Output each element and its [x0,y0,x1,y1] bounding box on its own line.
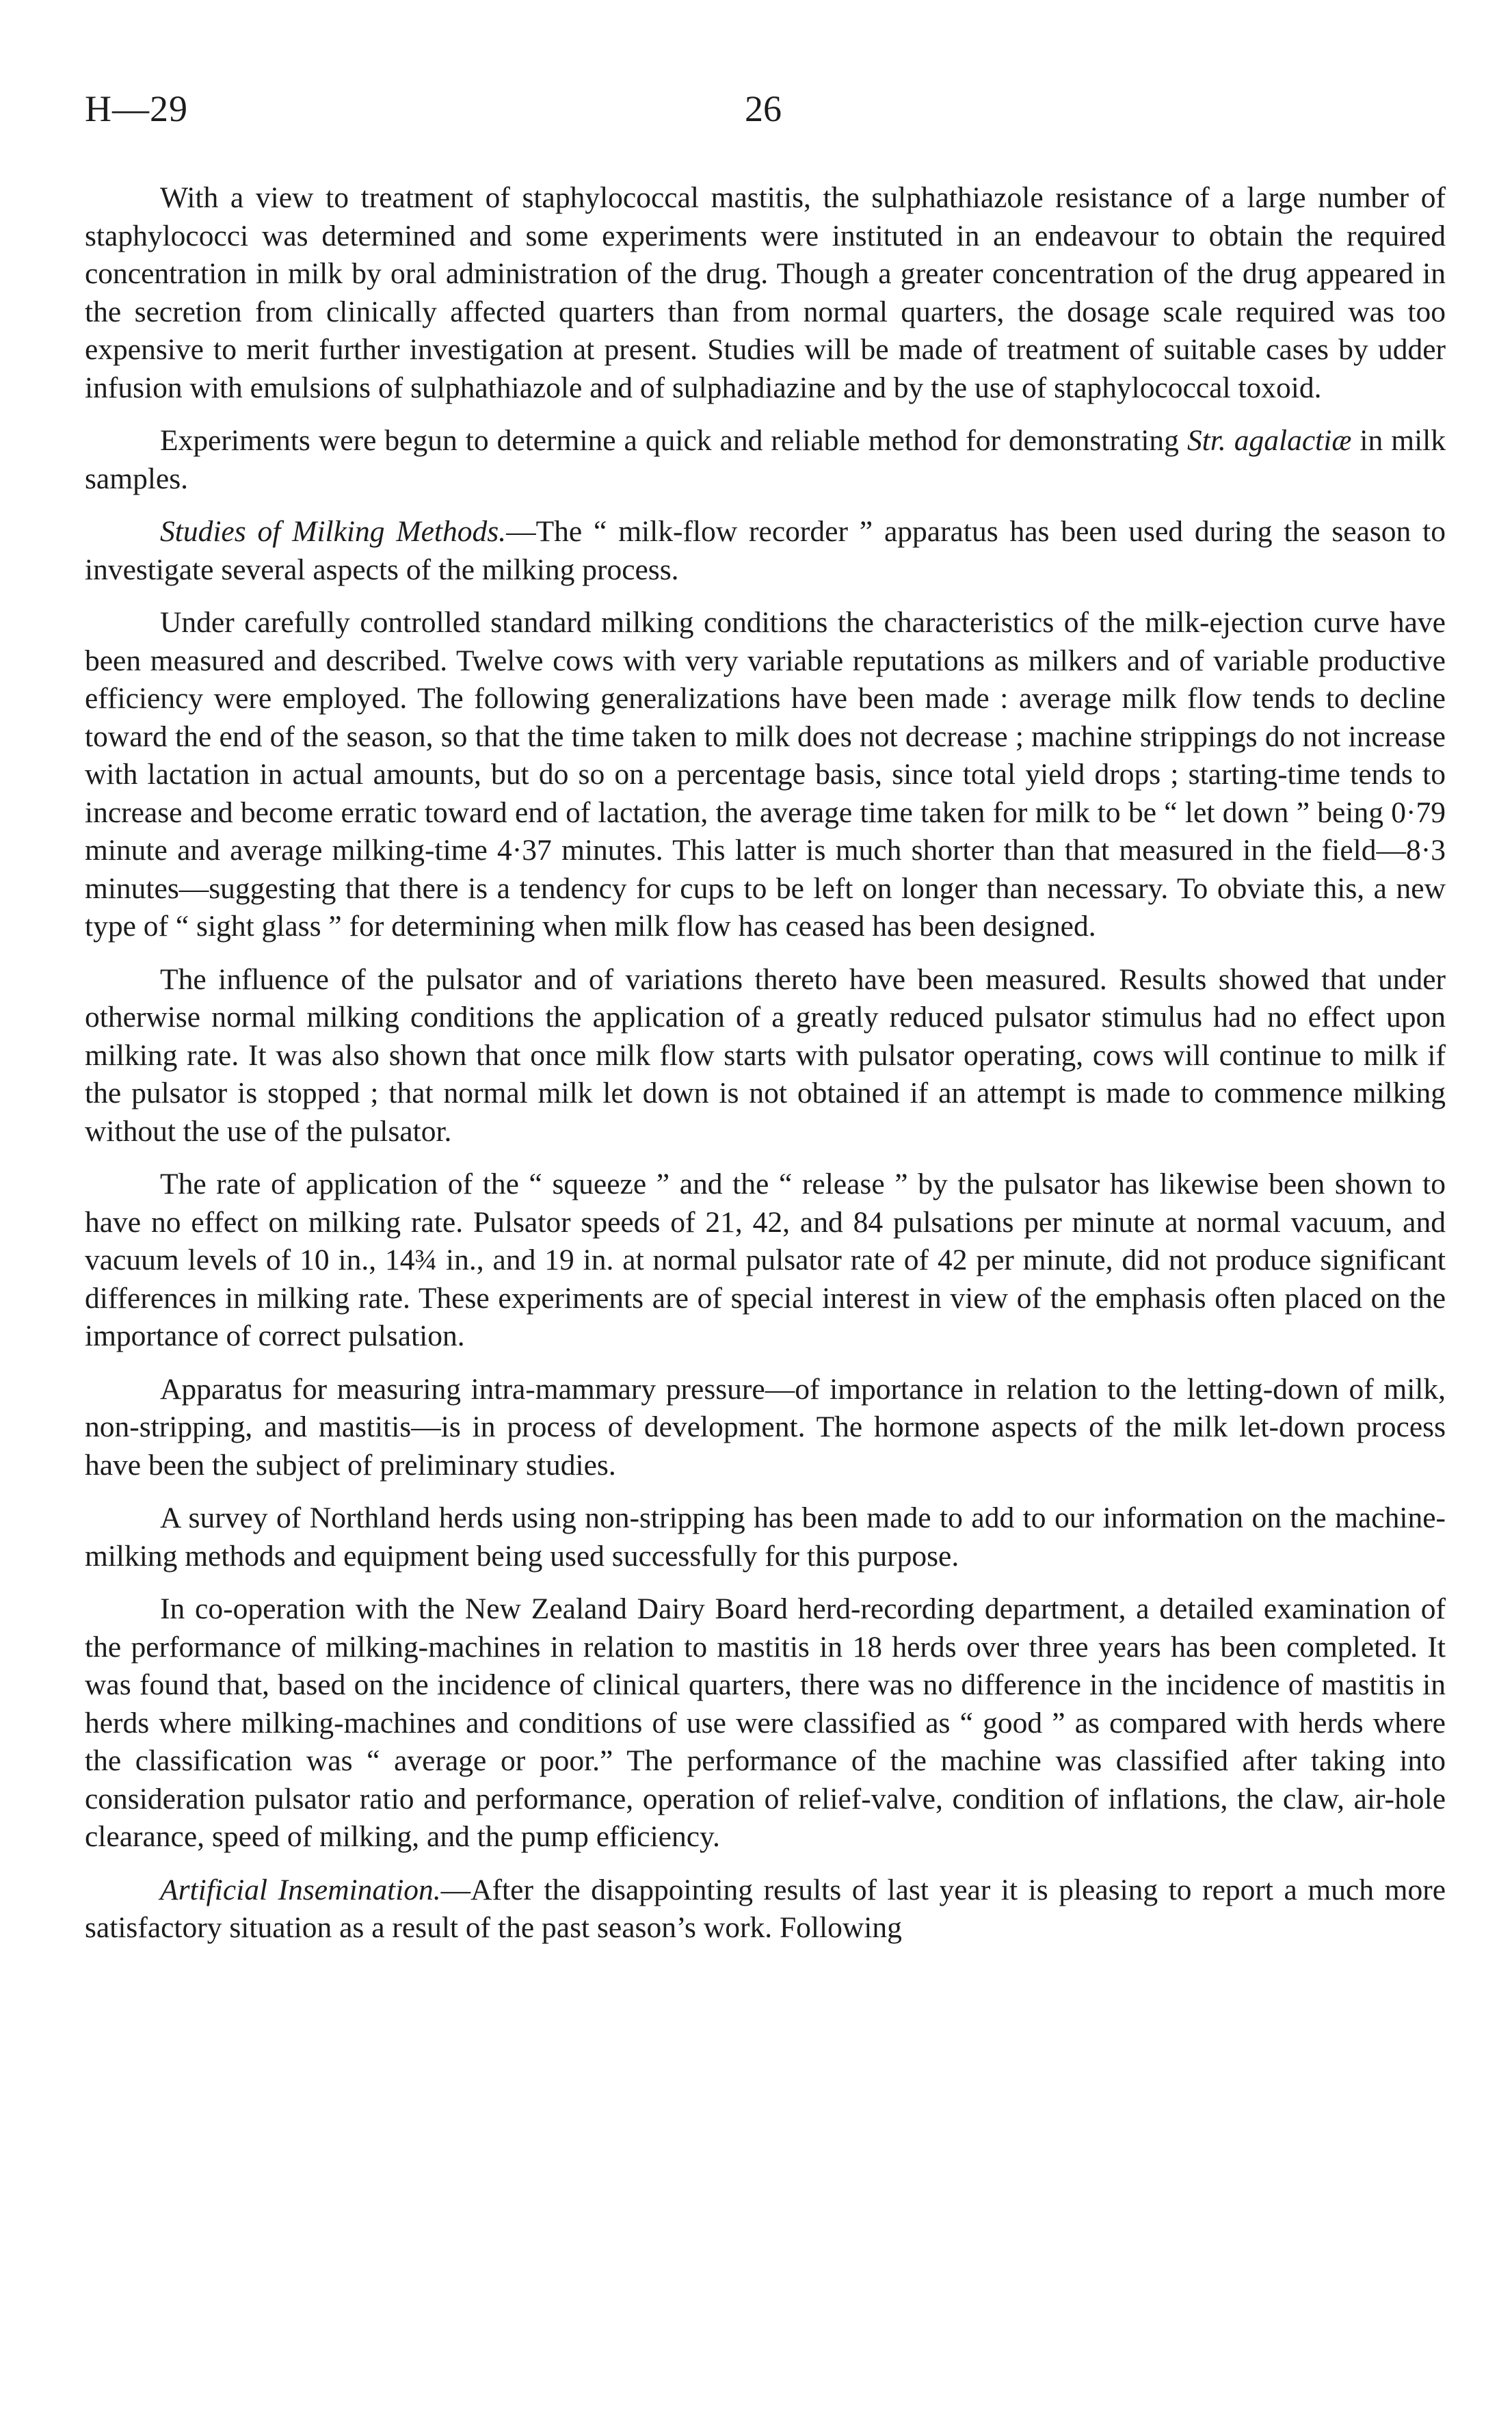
report-reference: H—29 [85,88,188,129]
paragraph-intra-mammary-pressure [85,1371,1446,1485]
paragraph-text: —The “ milk-flow recorder ” apparatus has been used during the season to investigate several aspects of the milking process. [85,515,1446,586]
paragraph-text: The rate of application of the “ squeeze ” and the “ release ” by the pulsator has likewise been shown to have no effect on milking rate. Pulsator speeds of 21, 42, and 84 pulsations per minute at normal vacuum, and vacuum levels of 10 in., 14¾ in., and 19 in. at normal pulsator rate of 42 per minute, did not produce significant differences in milking rate. These experiments are of special interest in view of the emphasis often placed on the importance of correct pulsation. [85,1168,1446,1352]
paragraph-dairy-board-cooperation [85,1590,1446,1856]
body-text [85,179,1446,1962]
paragraph-text: —After the disappointing results of last year it is pleasing to report a much more satisfactory situation as a result of the past season’s work. Following [85,1873,1446,1944]
paragraph-staphylococcal-mastitis [85,179,1446,407]
paragraph-text: The influence of the pulsator and of variations thereto have been measured. Results showed that under otherwise normal milking conditions the application of a greatly reduced pulsator stimulus had no effect upon milking rate. It was also shown that once milk flow starts with pulsator operating, cows will continue to milk if the pulsator is stopped ; that normal milk let down is not obtained if an attempt is made to commence milking without the use of the pulsator. [85,962,1446,1148]
paragraph-text: Apparatus for measuring intra-mammary pressure—of importance in relation to the letting-down of milk, non-stripping, and mastitis—is in process of development. The hormone aspects of the milk let-down process have been the subject of preliminary studies. [85,1372,1446,1482]
paragraph-pulsator-influence [85,961,1446,1151]
section-heading: Artificial Insemination. [160,1873,441,1906]
paragraph-milk-ejection-curve [85,604,1446,946]
paragraph-northland-survey [85,1499,1446,1575]
paragraph-text: A survey of Northland herds using non-stripping has been made to add to our information on the machine-milking methods and equipment being used successfully for this purpose. [85,1501,1446,1573]
species-name: Str. agalactiæ [1186,424,1352,457]
paragraph-text: With a view to treatment of staphylococcal mastitis, the sulphathiazole resistance of a large number of staphylococci was determined and some experiments were instituted in an endeavour to obtain the required concentration in milk by oral administration of the drug. Though a greater concentration of the drug appeared in the secretion from clinically affected quarters than from normal quarters, the dosage scale required was too expensive to merit further investigation at present. Studies will be made of treatment of suitable cases by udder infusion with emulsions of sulphathiazole and of sulphadiazine and by the use of staphylococcal toxoid. [85,181,1446,404]
paragraph-artificial-insemination [85,1872,1446,1947]
page-header [85,88,1446,142]
paragraph-text-end: in milk samples. [85,424,1446,495]
section-heading: Studies of Milking Methods. [160,515,507,548]
paragraph-str-agalactiae [85,422,1446,498]
paragraph-pulsator-rate [85,1166,1446,1356]
paragraph-studies-of-milking-methods [85,513,1446,589]
paragraph-text: Under carefully controlled standard milking conditions the characteristics of the milk-ejection curve have been measured and described. Twelve cows with very variable reputations as milkers and of variable productive efficiency were employed. The following generalizations have been made : average milk flow tends to decline toward the end of the season, so that the time taken to milk does not decrease ; machine strippings do not increase with lactation in actual amounts, but do so on a percentage basis, since total yield drops ; starting-time tends to increase and become erratic toward end of lactation, the average time taken for milk to be “ let down ” being 0·79 minute and average milking-time 4·37 minutes. This latter is much shorter than that measured in the field—8·3 minutes—suggesting that there is a tendency for cups to be left on longer than necessary. To obviate this, a new type of “ sight glass ” for determining when milk flow has ceased has been designed. [85,606,1446,943]
paragraph-text: In co-operation with the New Zealand Dairy Board herd-recording department, a detailed examination of the performance of milking-machines in relation to mastitis in 18 herds over three years has been completed. It was found that, based on the incidence of clinical quarters, there was no difference in the incidence of mastitis in herds where milking-machines and conditions of use were classified as “ good ” as compared with herds where the classification was “ average or poor.” The performance of the machine was classified after taking into consideration pulsator ratio and performance, operation of relief-valve, condition of inflations, the claw, air-hole clearance, speed of milking, and the pump efficiency. [85,1592,1446,1853]
page-number: 26 [745,88,782,129]
paragraph-text: Experiments were begun to determine a quick and reliable method for demonstrating [160,424,1179,457]
